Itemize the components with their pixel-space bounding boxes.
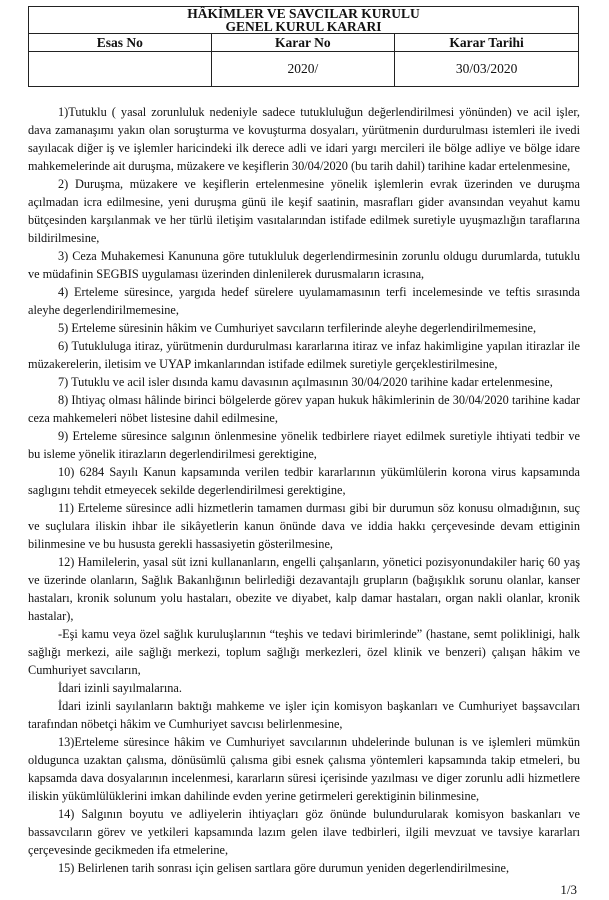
paragraph-15: 15) Belirlenen tarih sonrası için gelisen sartlara göre durumun yeniden degerlendirilmesine, [58, 861, 510, 875]
title-line-2: GENEL KURUL KARARI [225, 19, 382, 34]
paragraph-8: 8) Ihtiyaç olması hâlinde birinci bölgelerde görev yapan hukuk hâkimlerinin de 30/04/2020 tarihine kadar ceza mahkemeleri nöbet listesine dahil edilmesine, [28, 393, 580, 425]
paragraph-3: 3) Ceza Muhakemesi Kanununa göre tutukluluk degerlendirmesinin zorunlu oldugu durumlarda, tutuklu ve müdafinin SEGBIS uygulaması üzerinden dinlenilerek durusmaların icrasına, [28, 249, 580, 281]
paragraph-12-leave: İdari izinli sayılmalarına. [58, 681, 182, 695]
paragraph-1: 1)Tutuklu ( yasal zorunluluk nedeniyle sadece tutukluluğun değerlendirilmesi yönünden) ve acil işler, dava zamanaşımı yakın olan soruşturma ve kovuşturma dosyaları, yürütmenin durdurulması istemleri ile ivedi sayılacak diğer iş ve işlemler haricindeki ilk derece adli ve idari yargı mercileri ile bölge adliye ve bölge idare mahkemelerinde ait duruşma, müzakere ve keşiflerin 30/04/2020 (bu tarih dahil) tarihine kadar ertelenmesine, [28, 105, 580, 173]
paragraph-14: 14) Salgının boyutu ve adliyelerin ihtiyaçları göz önünde bulundurularak komisyon baskanları ve bassavcıların görev ve yetkileri kapsamında lazım gelen ilave tedbirleri, ilgili mevzuat ve tavsiye kararları çerçevesinde gecikmeden ifa etmelerine, [28, 807, 580, 857]
paragraph-12-duty: İdari izinli sayılanların baktığı mahkeme ve işler için komisyon başkanları ve Cumhuriyet başsavcıları tarafından nöbetçi hâkim ve Cumhuriyet savcısı belirlenmesine, [28, 699, 580, 731]
decision-header-table [28, 6, 579, 87]
decision-body [28, 103, 580, 877]
paragraph-12-spouse: -Eşi kamu veya özel sağlık kuruluşlarının “teşhis ve tedavi birimlerinde” (hastane, semt poliklinigi, halk sağlığı merkezi, aile sağlığı merkezi, toplum sağlığı merkezleri, özel klinik ve benzeri) çalışan hâkim ve Cumhuriyet savcıların, [28, 627, 580, 677]
paragraph-6: 6) Tutukluluga itiraz, yürütmenin durdurulması kararlarına itiraz ve infaz hakimligine yapılan itirazlar ile müzakerelerin, iletisim ve UYAP imkanlarından istifade edilmek suretiyle gerçeklestirilmesine, [28, 339, 580, 371]
col-karar-no-value: 2020/ [211, 52, 395, 87]
paragraph-12: 12) Hamilelerin, yasal süt izni kullananların, engelli çalışanların, yönetici pozisyonundakiler hariç 60 yaş ve üzerinde olanların, Sağlık Bakanlığının belirlediği dezavantajlı grupların (bağışıklık sorunu olanlar, kanser hastaları, kronik solunum yolu hastaları, obezite ve diyabet, kalp damar hastaları, organ nakli olanlar, kronik hastalar), [28, 555, 580, 623]
header-title [29, 7, 579, 34]
col-karar-tarihi-label: Karar Tarihi [395, 34, 579, 52]
paragraph-9: 9) Erteleme süresince salgının önlenmesine yönelik tedbirlere riayet edilmek suretiyle ihtiyati tedbir ve bu isleme yönelik itirazların degerlendirilmesi gerektigine, [28, 429, 580, 461]
col-esas-no-value [29, 52, 212, 87]
title-line-1: HÂKİMLER VE SAVCILAR KURULU [187, 6, 420, 21]
col-karar-no-label: Karar No [211, 34, 395, 52]
paragraph-13: 13)Erteleme süresince hâkim ve Cumhuriyet savcılarının uhdelerinde bulunan is ve işlemleri mümkün oldugunca uzaktan çalısma, dönüsümlü çalısma gibi esnek çalısma yöntemleri kapsamında takip etmeleri, bu kapsamda dava dosyalarının incelenmesi, kararların süresi içerisinde yazılması ve diger zorunlu adli hizmetlere iliskin yükümlülüklerini imkan dahilinde evden yerine getirmeleri gerektiginin bilinmesine, [28, 735, 580, 803]
paragraph-7: 7) Tutuklu ve acil isler dısında kamu davasının açılmasının 30/04/2020 tarihine kadar ertelenmesine, [58, 375, 553, 389]
page-number: 1/3 [560, 882, 577, 897]
paragraph-4: 4) Erteleme süresince, yargıda hedef sürelere uyulamamasının terfi incelemesinde ve teftis sırasında aleyhe degerlendirilmemesine, [28, 285, 580, 317]
col-esas-no-label: Esas No [29, 34, 212, 52]
paragraph-5: 5) Erteleme süresinin hâkim ve Cumhuriyet savcıların terfilerinde aleyhe degerlendirilmemesine, [58, 321, 537, 335]
col-karar-tarihi-value: 30/03/2020 [395, 52, 579, 87]
paragraph-10: 10) 6284 Sayılı Kanun kapsamında verilen tedbir kararlarının yükümlülerin korona virus kapsamında saglıgını tehdit etmeyecek sekilde degerlendirilmesi gerektigine, [28, 465, 580, 497]
paragraph-11: 11) Erteleme süresince adli hizmetlerin tamamen durması gibi bir durumun söz konusu olmadığının, suç ve suçlulara iliskin ihbar ile sikâyetlerin kanun önünde dava ve iddia hakkı çerçevesinde devam ettiginin bilinmesine ve bu hususta gerekli hassasiyetin gösterilmesine, [28, 501, 580, 551]
paragraph-2: 2) Duruşma, müzakere ve keşiflerin ertelenmesine yönelik işlemlerin evrak üzerinden ve duruşma açılmadan icra edilmesine, yeni duruşma günü ile keşif saatinin, masrafları gider avansından veyahut kamu bütçesinden karşılanmak ve her türlü iletişim vasıtalarından istifade edilmek suretiyle uyuşmazlığın taraflarına bildirilmesine, [28, 177, 580, 245]
